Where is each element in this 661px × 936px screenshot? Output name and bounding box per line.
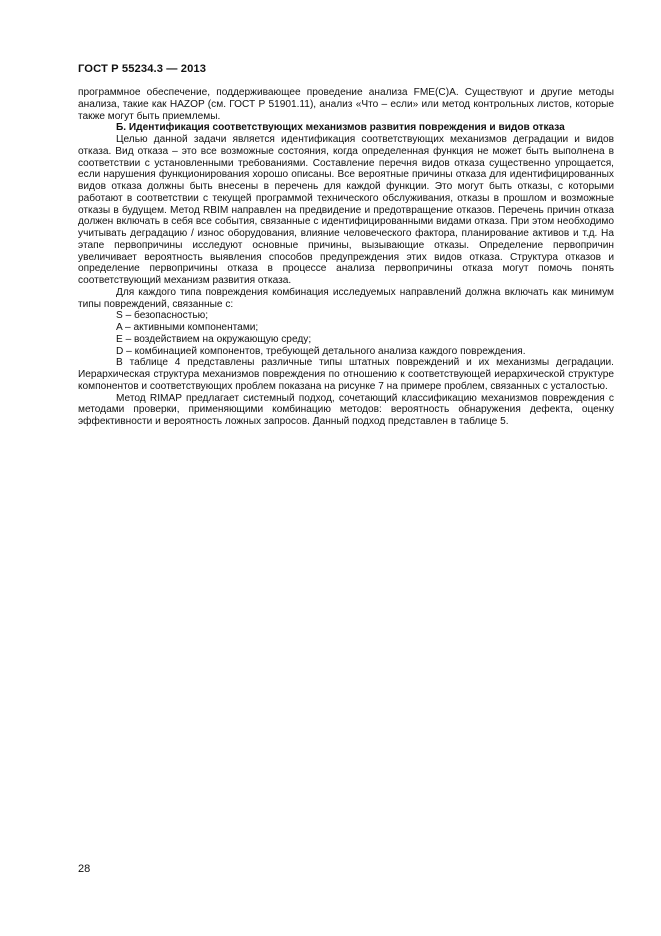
document-body [78, 87, 614, 428]
document-header: ГОСТ Р 55234.3 — 2013 [78, 63, 207, 75]
paragraph-failure-modes: Целью данной задачи является идентификация соответствующих механизмов деградации и видов отказа. Вид отказа – это все возможные состояния, когда определенная функция не может быть выполнена в соответствии с установленными требованиями. Составление перечня видов отказа существенно упрощается, если нарушения функционирования хорошо описаны. Все вероятные причины отказа для идентифицированных видов отказа должны быть внесены в перечень для каждой функции. Это могут быть отказы, с которыми работают в соответствии с текущей программой технического обслуживания, отказы в прошлом и возможные отказы в будущем. Метод RBIM направлен на предвидение и предотвращение отказов. Перечень причин отказа должен включать в себя все события, связанные с идентифицированными видами отказа. При этом необходимо учитывать деградацию / износ оборудования, влияние человеческого фактора, планирование активов и т.д. На этапе первопричины исследуют основные причины, вызывающие отказы. Определение первопричин увеличивает вероятность выявления способов предупреждения этих видов отказа. Структура отказов и определение первопричины отказа в процессе анализа первопричины отказа могут помочь понять соответствующий механизм развития отказа. [78, 134, 614, 286]
list-item-component-combination: D – комбинацией компонентов, требующей детального анализа каждого повреждения. [116, 345, 526, 357]
list-item-environment: E – воздействием на окружающую среду; [116, 333, 312, 345]
list-item-active-components: A – активными компонентами; [116, 322, 259, 333]
paragraph-table4: В таблице 4 представлены различные типы штатных повреждений и их механизмы деградации. Иерархическая структура механизмов повреждения по отношению к соответствующей иерархической структуре компонентов и соответствующих проблем показана на рисунке 7 на примере проблем, связанных с усталостью. [78, 357, 614, 392]
page-number: 28 [78, 863, 91, 875]
section-heading: Б. Идентификация соответствующих механизмов развития повреждения и видов отказа [116, 122, 565, 134]
paragraph-intro: программное обеспечение, поддерживающее проведение анализа FME(C)A. Существуют и другие методы анализа, такие как HAZOP (см. ГОСТ Р 51901.11), анализ «Что – если» или метод контрольных листов, которые также могут быть приемлемы. [78, 87, 614, 122]
paragraph-damage-types: Для каждого типа повреждения комбинация исследуемых направлений должна включать как минимум типы повреждений, связанные с: [78, 286, 614, 310]
list-item-safety: S – безопасностью; [116, 310, 209, 322]
paragraph-rimap: Метод RIMAP предлагает системный подход, сочетающий классификацию механизмов повреждения с методами проверки, применяющими комбинацию методов: вероятность обнаружения дефекта, оценку эффективности и вероятность ложных запросов. Данный подход представлен в таблице 5. [78, 392, 614, 427]
